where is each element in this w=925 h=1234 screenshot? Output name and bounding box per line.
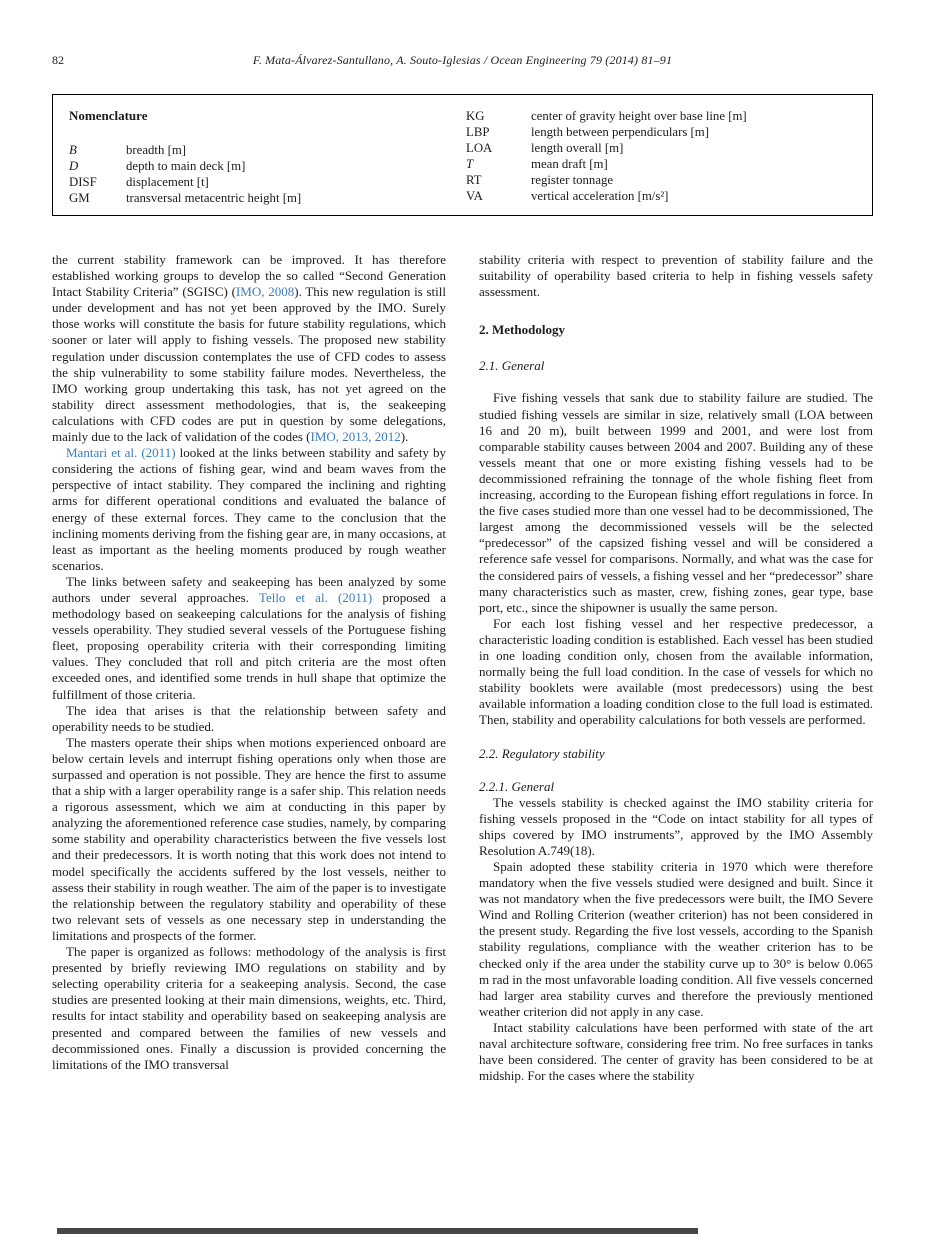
text-segment: The paper is organized as follows: methodology of the analysis is first presented by briefly reviewing IMO regulations on stability and by selecting operability criteria for a seakeeping analysis. Second, the case studies are presented looking at their main dimensions, weights, etc. Third, results for intact stability and operability based on seakeeping analysis are presented and compared between the families of new vessels and decommissioned ones. Finally a discussion is provided concerning the limitations of the IMO transversal — [52, 944, 446, 1072]
running-head: F. Mata-Álvarez-Santullano, A. Souto-Iglesias / Ocean Engineering 79 (2014) 81–91 — [252, 53, 673, 67]
text-column-left — [52, 252, 446, 1084]
page-number: 82 — [52, 53, 64, 67]
nomenclature-list — [69, 142, 466, 206]
nomenclature-entry — [69, 174, 466, 190]
paragraph — [479, 1020, 873, 1084]
nomenclature-entry — [69, 190, 466, 206]
nomenclature-definition: transversal metacentric height [m] — [126, 191, 302, 205]
paragraph — [52, 574, 446, 703]
section-heading: 2.2. Regulatory stability — [479, 746, 605, 762]
citation-link[interactable]: IMO, 2013, 2012 — [310, 429, 401, 445]
nomenclature-entry — [466, 172, 856, 188]
nomenclature-box — [52, 94, 873, 216]
paragraph — [52, 735, 446, 944]
text-segment: ). This new regulation is still under development and has not yet been approved by the IMO. Surely those works will constitute the basis for future stability regulations, which sooner or later will apply to fishing vessels. The proposed new stability regulation under discussion contemplates the use of CFD codes to assess the ship vulnerability to some stability failure modes. Nevertheless, the IMO working group undertaking this task, has not yet agreed on the stability direct assessment methodologies, that is, the seakeeping calculations with CFD codes are put in question by some delegations, mainly due to the lack of validation of the codes ( — [52, 284, 446, 445]
citation-link[interactable]: Mantari et al. (2011) — [66, 445, 176, 461]
nomenclature-entry — [69, 142, 466, 158]
nomenclature-definition: register tonnage — [531, 173, 614, 187]
nomenclature-definition: length overall [m] — [531, 141, 624, 155]
text-segment: For each lost fishing vessel and her respective predecessor, a characteristic loading condition is established. Each vessel has been studied in one loading condition only, chosen from the available information, normally being the full load condition. In the case of vessels for which no stability booklets were available (most predecessors) using the best available information a loading condition close to the full load is estimated. Then, stability and operability calculations for both vessels are performed. — [479, 615, 873, 728]
citation-link[interactable]: Tello et al. (2011) — [258, 589, 373, 605]
nomenclature-right-column — [466, 108, 856, 206]
nomenclature-symbol: VA — [466, 189, 483, 203]
paragraph — [479, 859, 873, 1020]
text-segment: Intact stability calculations have been performed with state of the art naval architecture software, considering free trim. No free surfaces in tanks have been considered. The center of gravity has been considered to be at midship. For the cases where the stability — [479, 1019, 873, 1084]
text-segment: The vessels stability is checked against the IMO stability criteria for fishing vessels proposed in the “Code on intact stability for all types of ships covered by IMO instruments”, approved by the IMO Assembly Resolution A.749(18). — [479, 794, 873, 858]
text-segment: The idea that arises is that the relationship between safety and operability needs to be studied. — [52, 702, 446, 734]
paragraph — [52, 703, 446, 735]
text-segment: proposed a methodology based on seakeeping calculations for the analysis of fishing vessels operability. They studied several vessels of the Portuguese fishing fleet, proposing operability criteria with their corresponding limiting values. They concluded that roll and pitch criteria are the most often exceeded ones, and identified some trends in hull shape that optimize the fulfillment of those criteria. — [52, 589, 446, 702]
nomenclature-symbol: GM — [69, 191, 90, 205]
nomenclature-symbol: KG — [466, 109, 485, 123]
nomenclature-grid — [69, 108, 856, 206]
section-heading: 2.1. General — [479, 358, 545, 374]
nomenclature-definition: depth to main deck [m] — [126, 159, 246, 173]
paragraph — [52, 445, 446, 574]
nomenclature-definition: displacement [t] — [126, 175, 209, 189]
nomenclature-symbol: DISF — [69, 175, 97, 189]
paragraph — [479, 390, 873, 615]
text-segment: Five fishing vessels that sank due to stability failure are studied. The studied fishing vessels are similar in size, relatively small (LOA between 16 and 20 m), built between 1999 and 2001, and were lost from comparable stability causes between 2004 and 2007. Building any of these vessels meant that one or more existing fishing vessels had to be decommissioned refraining the tonnage of the whole fishing fleet from increasing, according to the European fishing effort regulations in force. In the five cases studied more than one vessel had to be decommissioned, The largest among the decommissioned vessels will be the selected “predecessor” of the capsized fishing vessel and will be considered a reference safe vessel for comparisons. Normally, and what was the case for the considered pairs of vessels, a fishing vessel and her “predecessor” share many characteristics such as master, crew, fishing zones, gear type, base port, etc., since the shipowner is usually the same person. — [479, 390, 873, 615]
nomenclature-left-column — [69, 108, 466, 206]
text-segment: stability criteria with respect to prevention of stability failure and the suitability of operability based criteria to help in fishing vessels safety assessment. — [479, 252, 873, 300]
text-segment: The links between safety and seakeeping has been analyzed by some authors under several approaches. — [52, 573, 446, 605]
nomenclature-list — [466, 108, 856, 204]
paragraph — [479, 795, 873, 859]
nomenclature-definition: length between perpendiculars [m] — [531, 125, 710, 139]
page-header — [52, 53, 873, 67]
nomenclature-symbol: T — [466, 157, 474, 171]
nomenclature-entry — [466, 140, 856, 156]
nomenclature-definition: vertical acceleration [m/s²] — [531, 189, 669, 203]
section-heading: 2. Methodology — [479, 322, 565, 338]
nomenclature-title: Nomenclature — [69, 108, 148, 123]
nomenclature-symbol: LOA — [466, 141, 493, 155]
text-column-right — [479, 252, 873, 1084]
nomenclature-entry — [69, 158, 466, 174]
next-page-edge — [57, 1228, 698, 1234]
nomenclature-entry — [466, 108, 856, 124]
text-segment: Spain adopted these stability criteria in 1970 which were therefore mandatory when the five vessels studied were designed and built. Since it was not mandatory when the five predecessors were built, the IMO Severe Wind and Rolling Criterion (weather criterion) has not been considered in the present study. Regarding the five lost vessels, according to the Spanish stability regulations, compliance with the weather criterion has to be checked only if the area under the stability curve up to 30° is below 0.065 m rad in the most unfavorable loading condition. All five vessels concerned had larger area stability curves and therefore the previously mentioned weather criterion did not apply in any case. — [479, 859, 873, 1019]
text-segment: looked at the links between stability and safety by considering the actions of fishing gear, wind and beam waves from the perspective of intact stability. They compared the inclining and righting arms for different operational conditions and evaluated the balance of energy of these external forces. They came to the conclusion that the inclining moments deriving from the fishing gear are, in many occasions, at least as important as the heeling moments produced by rough weather scenarios. — [52, 445, 447, 573]
paragraph — [52, 944, 446, 1073]
nomenclature-symbol: D — [69, 159, 79, 173]
nomenclature-entry — [466, 124, 856, 140]
section-heading: 2.2.1. General — [479, 778, 555, 794]
paragraph — [479, 252, 873, 300]
nomenclature-entry — [466, 188, 856, 204]
citation-link[interactable]: IMO, 2008 — [235, 284, 295, 300]
paragraph — [479, 616, 873, 729]
nomenclature-symbol: RT — [466, 173, 482, 187]
nomenclature-entry — [466, 156, 856, 172]
nomenclature-symbol: LBP — [466, 125, 490, 139]
nomenclature-definition: breadth [m] — [126, 143, 187, 157]
text-segment: ). — [400, 429, 409, 445]
nomenclature-symbol: B — [69, 143, 77, 157]
text-segment: The masters operate their ships when motions experienced onboard are below certain levels and interrupt fishing operations only when those are surpassed and operation is not possible. They are hence the first to assume that a ship with a larger operability range is a safer ship. This relation needs a rigorous assessment, which we aim at conducting in this paper by analyzing the aforementioned reference case studies, namely, by comparing some stability and operability characteristics between the five vessels lost and their predecessors. It is worth noting that this work does not intend to model specifically the accidents suffered by the lost vessels, neither to assess their stability in rough weather. The aim of the paper is to investigate the relationship between the regulatory stability and operability of these two relevant sets of vessels as one necessary step in understanding the limitations and prospects of the former. — [52, 734, 446, 943]
text-segment: the current stability framework can be improved. It has therefore established working groups to develop the so called “Second Generation Intact Stability Criteria” (SGISC) ( — [52, 252, 446, 300]
article-body — [52, 252, 873, 1084]
nomenclature-definition: center of gravity height over base line [m] — [531, 109, 747, 123]
nomenclature-definition: mean draft [m] — [531, 157, 608, 171]
paragraph — [52, 252, 446, 445]
